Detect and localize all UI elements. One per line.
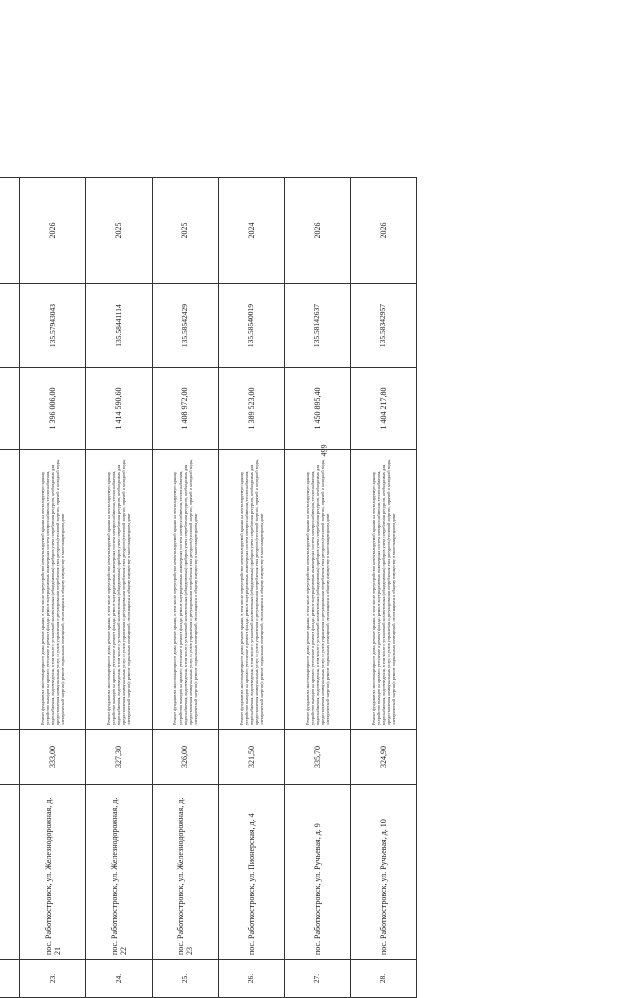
row-area: 327,30 xyxy=(86,730,152,785)
table-row xyxy=(86,178,152,998)
table-row xyxy=(284,178,350,998)
row-number: 25. xyxy=(152,960,218,998)
row-works: Ремонт фундамента многоквартирного дома; ремонт крыши, в том числе переустройство невентилируемой крыши на вентилируемую крышу, устройство выходов на кровлю; утепление и ремонт фасада; ремонт внутридомовых инженерных систем электроснабжения, теплоснабжения, водоснабжения, водоотведения, в том числе с установкой коллективных (общедомовых) приборов учета потребления ресурсов, необходимых для предоставления коммунальных услуг, и узлов управления и регулирования потребления этих ресурсов (тепловой энергии, горячей и холодной воды, электрической энергии); ремонт подвальных помещений, относящихся к общему имуществу в многоквартирном доме xyxy=(152,450,218,730)
rotated-table-container xyxy=(0,178,417,998)
row-code: 135.58142637 xyxy=(284,284,350,368)
row-address xyxy=(0,785,20,960)
row-works: Ремонт фундамента многоквартирного дома; ремонт крыши, в том числе переустройство невентилируемой крыши на вентилируемую крышу, устройство выходов на кровлю; утепление и ремонт фасада; ремонт внутридомовых инженерных систем электроснабжения, теплоснабжения, водоснабжения, водоотведения, в том числе с установкой коллективных (общедомовых) приборов учета потребления ресурсов, необходимых для предоставления коммунальных услуг, и узлов управления и регулирования потребления этих ресурсов (тепловой энергии, горячей и холодной воды, электрической энергии); ремонт подвальных помещений, относящихся к общему имуществу в многоквартирном доме xyxy=(284,450,350,730)
row-number: 24. xyxy=(86,960,152,998)
row-code: 135.57943043 xyxy=(20,284,86,368)
row-address: пос. Работкостровск, ул. Пионерская, д. 4 xyxy=(218,785,284,960)
row-number: 28. xyxy=(350,960,416,998)
row-address: пос. Работкостровск, ул. Железнодорожная, д. 21 xyxy=(20,785,86,960)
row-cost: 1 396 006,00 xyxy=(20,368,86,450)
row-area: 333,00 xyxy=(20,730,86,785)
row-year: 2024 xyxy=(218,178,284,284)
row-area: 326,00 xyxy=(152,730,218,785)
row-address: пос. Работкостровск, ул. Железнодорожная, д. 23 xyxy=(152,785,218,960)
row-cost: 1 414 590,60 xyxy=(86,368,152,450)
row-number: 27. xyxy=(284,960,350,998)
row-works: Ремонт фундамента многоквартирного дома; ремонт крыши, в том числе переустройство невентилируемой крыши на вентилируемую крышу, устройство выходов на кровлю; утепление и ремонт фасада; ремонт внутридомовых инженерных систем электроснабжения, теплоснабжения, водоснабжения, водоотведения, в том числе с установкой коллективных (общедомовых) приборов учета потребления ресурсов, необходимых для предоставления коммунальных услуг, и узлов управления и регулирования потребления этих ресурсов (тепловой энергии, горячей и холодной воды, электрической энергии); ремонт подвальных помещений, относящихся к общему имуществу в многоквартирном доме xyxy=(86,450,152,730)
row-address: пос. Работкостровск, ул. Ручьевая, д. 9 xyxy=(284,785,350,960)
row-year xyxy=(0,178,20,284)
row-year: 2026 xyxy=(284,178,350,284)
capital-repair-table xyxy=(0,177,417,998)
row-year: 2025 xyxy=(86,178,152,284)
row-code: 135.58540019 xyxy=(218,284,284,368)
row-cost xyxy=(0,368,20,450)
row-code: 135.58542429 xyxy=(152,284,218,368)
row-cost: 1 404 217,80 xyxy=(350,368,416,450)
row-number xyxy=(0,960,20,998)
table-row xyxy=(0,178,20,998)
row-works: Ремонт фундамента многоквартирного дома; ремонт крыши, в том числе переустройство невентилируемой крыши на вентилируемую крышу, устройство выходов на кровлю; утепление и ремонт фасада; ремонт внутридомовых инженерных систем электроснабжения, теплоснабжения, водоснабжения, водоотведения, в том числе с установкой коллективных (общедомовых) приборов учета потребления ресурсов, необходимых для предоставления коммунальных услуг, и узлов управления и регулирования потребления этих ресурсов (тепловой энергии, горячей и холодной воды, электрической энергии); ремонт подвальных помещений, относящихся к общему имуществу в многоквартирном доме xyxy=(218,450,284,730)
row-works: Ремонт фундамента многоквартирного дома; ремонт крыши, в том числе переустройство невентилируемой крыши на вентилируемую крышу, устройство выходов на кровлю; утепление и ремонт фасада; ремонт внутридомовых инженерных систем электроснабжения, теплоснабжения, водоснабжения, водоотведения, в том числе с установкой коллективных (общедомовых) приборов учета потребления ресурсов, необходимых для предоставления коммунальных услуг, и узлов управления и регулирования потребления этих ресурсов (тепловой энергии, горячей и холодной воды, электрической энергии); ремонт подвальных помещений, относящихся к общему имуществу в многоквартирном доме xyxy=(20,450,86,730)
row-area: 324,90 xyxy=(350,730,416,785)
row-address: пос. Работкостровск, ул. Ручьевая, д. 10 xyxy=(350,785,416,960)
row-number: 26. xyxy=(218,960,284,998)
table-row xyxy=(350,178,416,998)
row-year: 2025 xyxy=(152,178,218,284)
row-cost: 1 389 523,00 xyxy=(218,368,284,450)
table-row xyxy=(152,178,218,998)
row-code: 135.58342957 xyxy=(350,284,416,368)
row-area xyxy=(0,730,20,785)
row-address: пос. Работкостровск, ул. Железнодорожная, д. 22 xyxy=(86,785,152,960)
row-year: 2026 xyxy=(350,178,416,284)
row-code xyxy=(0,284,20,368)
row-area: 321,50 xyxy=(218,730,284,785)
row-area: 335,70 xyxy=(284,730,350,785)
row-works xyxy=(0,450,20,730)
row-cost: 1 450 895,40 xyxy=(284,368,350,450)
table-row xyxy=(218,178,284,998)
row-code: 135.58441114 xyxy=(86,284,152,368)
row-cost: 1 408 972,00 xyxy=(152,368,218,450)
row-year: 2026 xyxy=(20,178,86,284)
page-number: 499 xyxy=(319,444,329,457)
table-row xyxy=(20,178,86,998)
row-number: 23. xyxy=(20,960,86,998)
row-works: Ремонт фундамента многоквартирного дома; ремонт крыши, в том числе переустройство невентилируемой крыши на вентилируемую крышу, устройство выходов на кровлю; утепление и ремонт фасада; ремонт внутридомовых инженерных систем электроснабжения, теплоснабжения, водоснабжения, водоотведения, в том числе с установкой коллективных (общедомовых) приборов учета потребления ресурсов, необходимых для предоставления коммунальных услуг, и узлов управления и регулирования потребления этих ресурсов (тепловой энергии, горячей и холодной воды, электрической энергии); ремонт подвальных помещений, относящихся к общему имуществу в многоквартирном доме xyxy=(350,450,416,730)
